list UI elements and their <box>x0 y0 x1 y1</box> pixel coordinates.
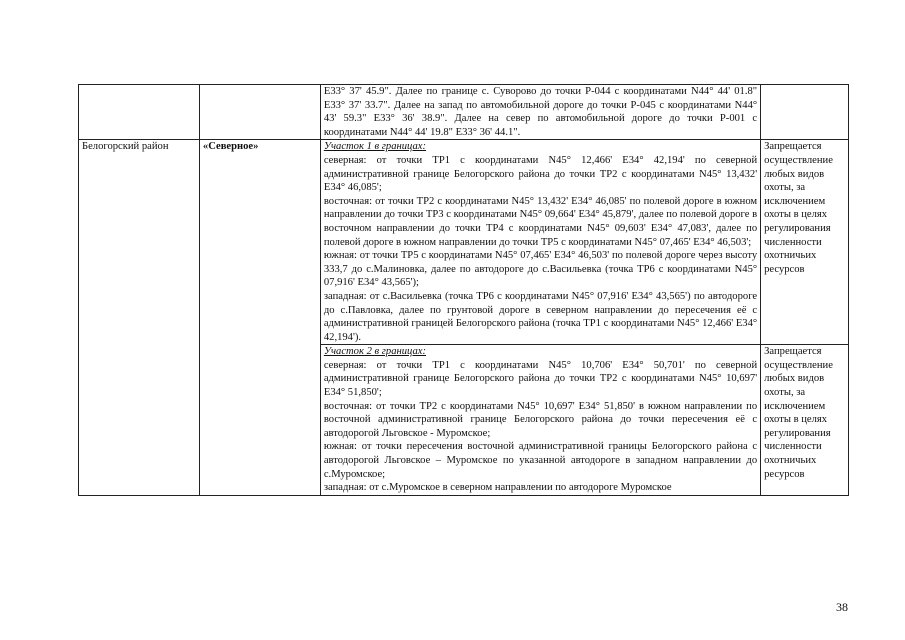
page-number: 38 <box>836 600 848 614</box>
boundary-description-cell <box>320 345 760 496</box>
ground-cell: «Северное» <box>199 140 320 495</box>
section-heading: Участок 2 в границах: <box>323 346 427 358</box>
table-row <box>79 140 849 345</box>
district-cell <box>79 85 200 140</box>
restriction-cell <box>761 85 849 140</box>
table-row <box>79 85 849 140</box>
section-heading: Участок 1 в границах: <box>323 141 427 153</box>
boundary-line: восточная: от точки ТР2 с координатами N45° 13,432' E34° 46,085' по полевой дороге в южном направлении до точки ТР3 с координатами N45° 09,664' E34° 45,879', далее по полевой дороге в восточном направлении до точки ТР4 с координатами N45° 09,603' E34° 47,083', далее по полевой дороге в южном направлении до точки ТР5 с координатами N45° 07,465' E34° 46,503'; <box>323 195 758 248</box>
boundary-line: северная: от точки ТР1 с координатами N45° 12,466' E34° 42,194' по северной административной границе Белогорского района до точки ТР2 с координатами N45° 13,432' E34° 46,085'; <box>323 154 758 194</box>
boundary-description-cell <box>320 140 760 345</box>
ground-cell <box>199 85 320 140</box>
restriction-cell: Запрещается осуществление любых видов охоты, за исключением охоты в целях регулирования численности охотничьих ресурсов <box>761 140 849 345</box>
district-cell: Белогорский район <box>79 140 200 495</box>
boundary-line: северная: от точки ТР1 с координатами N45° 10,706' E34° 50,701' по северной административной границе Белогорского района до точки ТР2 с координатами N45° 10,697' E34° 51,850'; <box>323 359 758 399</box>
boundary-line: E33° 37' 45.9". Далее по границе с. Суворово до точки Р-044 с координатами N44° 44' 01.8" E33° 37' 33.7". Далее на запад по автомобильной дороге до точки Р-045 с координатами N44° 43' 59.3" E33° 36' 38.9". Далее на север по автомобильной дороге до точки Р-001 с координатами N44° 44' 19.8" E33° 36' 44.1". <box>323 86 758 138</box>
hunting-grounds-table <box>78 84 849 496</box>
boundary-description-cell <box>320 85 760 140</box>
boundary-line: западная: от с.Васильевка (точка ТР6 с координатами N45° 07,916' E34° 43,565') по автодороге до с.Павловка, далее по грунтовой дороге в северном направлении до пересечения её с административной границей Белогорского района (точка ТР1 с координатами N45° 12,466' E34° 42,194'). <box>323 290 758 343</box>
boundary-line: южная: от точки ТР5 с координатами N45° 07,465' E34° 46,503' по полевой дороге через высоту 333,7 до с.Малиновка, далее по автодороге до с.Васильевка (точка ТР6 с координатами N45° 07,916' E34° 43,565'); <box>323 250 758 289</box>
boundary-line: западная: от с.Муромское в северном направлении по автодороге Муромское <box>323 482 672 494</box>
boundary-line: южная: от точки пересечения восточной административной границы Белогорского района с автодорогой Льговское – Муромское по указанной автодороге в западном направлении до с.Муромское; <box>323 441 758 480</box>
boundary-line: восточная: от точки ТР2 с координатами N45° 10,697' E34° 51,850' в южном направлении по восточной административной границе Белогорского района до точки пересечения её с автодорогой Льговское - Муромское; <box>323 400 758 439</box>
restriction-cell: Запрещается осуществление любых видов охоты, за исключением охоты в целях регулирования численности охотничьих ресурсов <box>761 345 849 496</box>
